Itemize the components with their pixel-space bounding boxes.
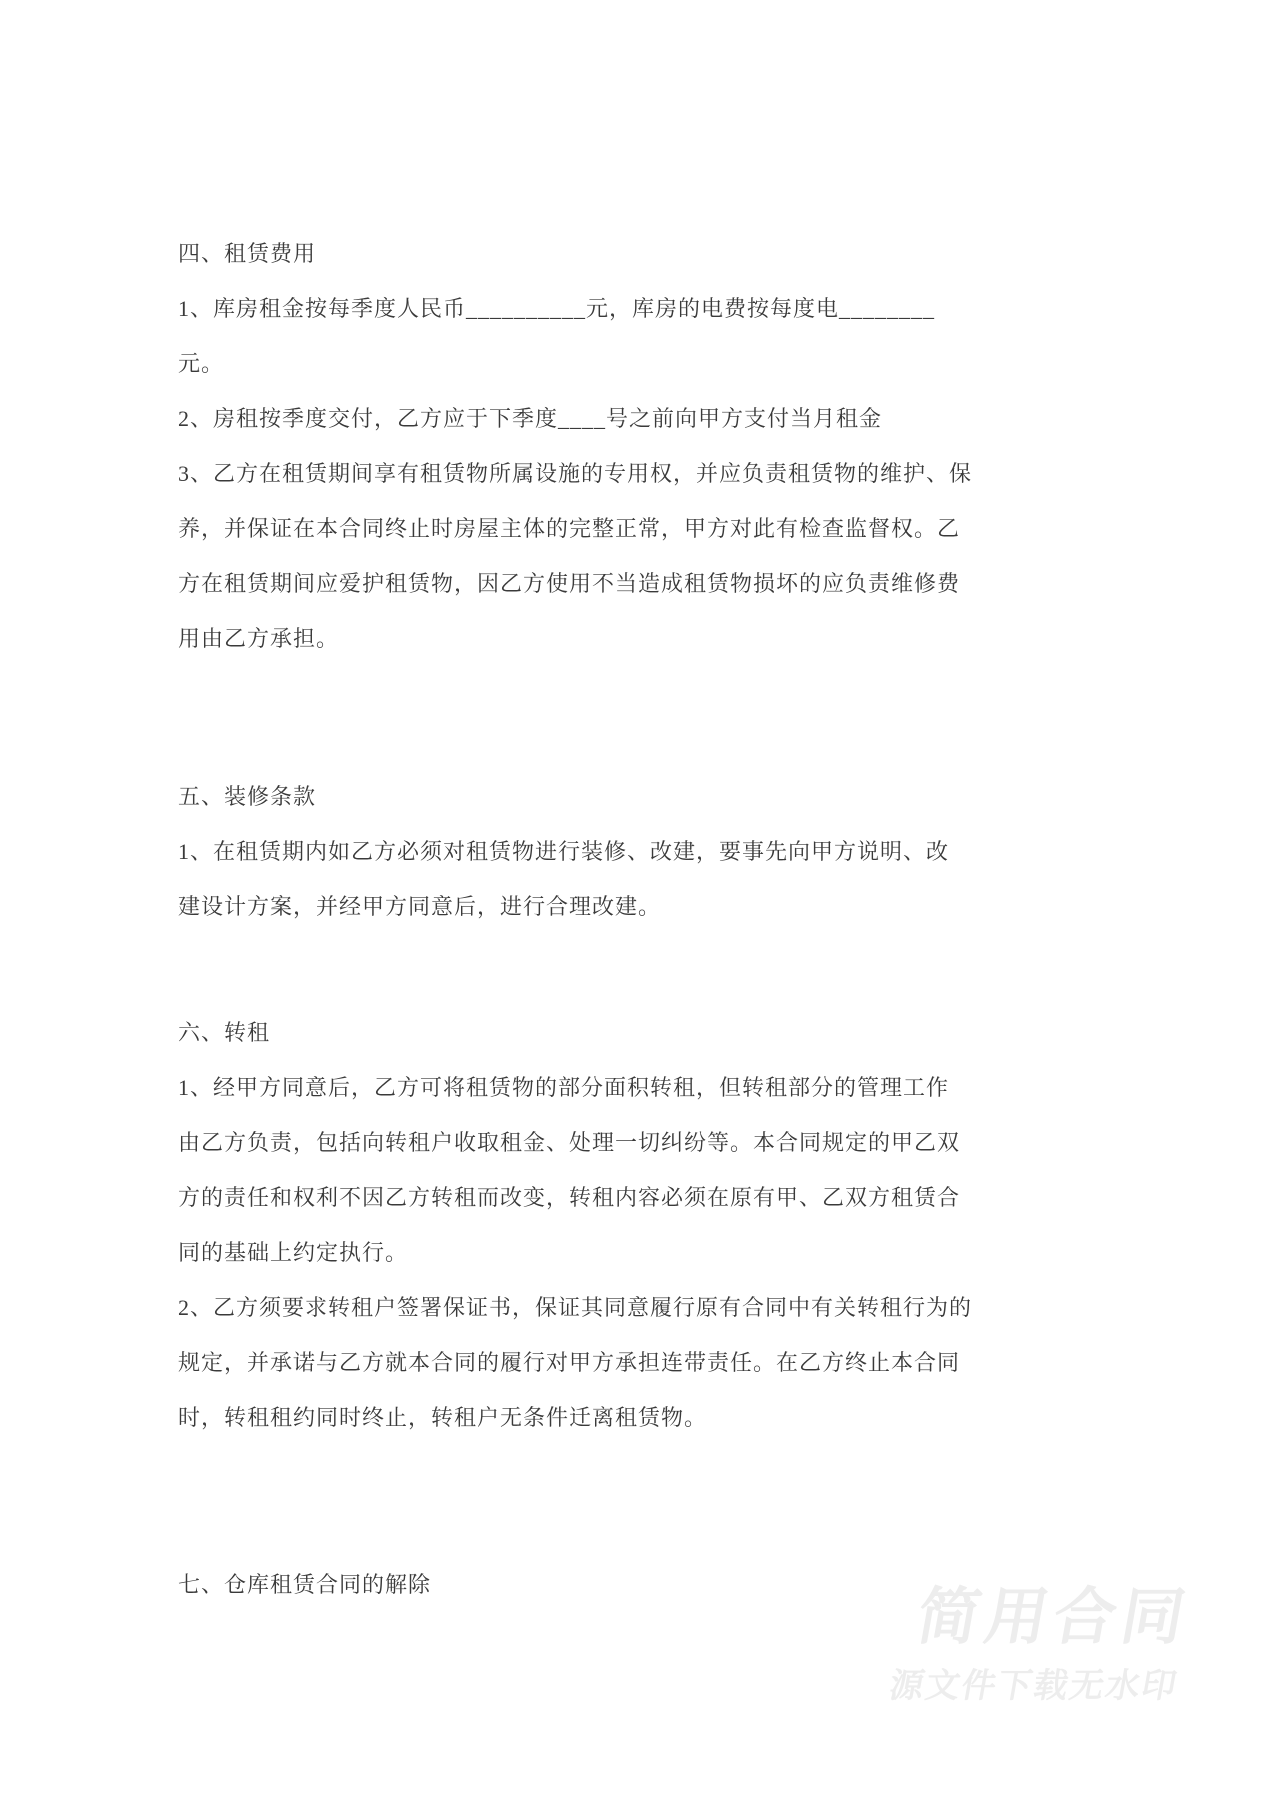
section-6-line-2: 由乙方负责，包括向转租户收取租金、处理一切纠纷等。本合同规定的甲乙双 bbox=[178, 1130, 961, 1155]
section-4-line-6: 方在租赁期间应爱护租赁物，因乙方使用不当造成租赁物损坏的应负责维修费 bbox=[178, 571, 961, 596]
section-5-line-2: 建设计方案，并经甲方同意后，进行合理改建。 bbox=[178, 894, 662, 919]
section-6-line-4: 同的基础上约定执行。 bbox=[178, 1240, 409, 1265]
section-5-heading: 五、装修条款 bbox=[178, 784, 317, 809]
section-4-line-7: 用由乙方承担。 bbox=[178, 626, 340, 651]
watermark bbox=[886, 1585, 1195, 1705]
section-6-line-3: 方的责任和权利不因乙方转租而改变，转租内容必须在原有甲、乙双方租赁合 bbox=[178, 1185, 961, 1210]
section-6-line-5: 2、乙方须要求转租户签署保证书，保证其同意履行原有合同中有关转租行为的 bbox=[178, 1295, 973, 1320]
section-6-line-1: 1、经甲方同意后，乙方可将租赁物的部分面积转租，但转租部分的管理工作 bbox=[178, 1075, 950, 1100]
watermark-title: 简用合同 bbox=[911, 1583, 1196, 1652]
section-6-line-7: 时，转租租约同时终止，转租户无条件迁离租赁物。 bbox=[178, 1405, 708, 1430]
watermark-subtitle: 源文件下载无水印 bbox=[886, 1667, 1182, 1705]
section-4-line-4: 3、乙方在租赁期间享有租赁物所属设施的专用权，并应负责租赁物的维护、保 bbox=[178, 461, 973, 486]
section-4-line-1: 1、库房租金按每季度人民币__________元，库房的电费按每度电________ bbox=[178, 296, 936, 321]
section-6-line-6: 规定，并承诺与乙方就本合同的履行对甲方承担连带责任。在乙方终止本合同 bbox=[178, 1350, 961, 1375]
section-4-line-5: 养，并保证在本合同终止时房屋主体的完整正常，甲方对此有检查监督权。乙 bbox=[178, 516, 961, 541]
section-4-heading: 四、租赁费用 bbox=[178, 241, 317, 266]
section-4-line-3: 2、房租按季度交付，乙方应于下季度____号之前向甲方支付当月租金 bbox=[178, 406, 883, 431]
section-6-heading: 六、转租 bbox=[178, 1020, 271, 1045]
section-7-heading: 七、仓库租赁合同的解除 bbox=[178, 1572, 432, 1597]
section-4-line-2: 元。 bbox=[178, 351, 225, 376]
section-5-line-1: 1、在租赁期内如乙方必须对租赁物进行装修、改建，要事先向甲方说明、改 bbox=[178, 839, 950, 864]
